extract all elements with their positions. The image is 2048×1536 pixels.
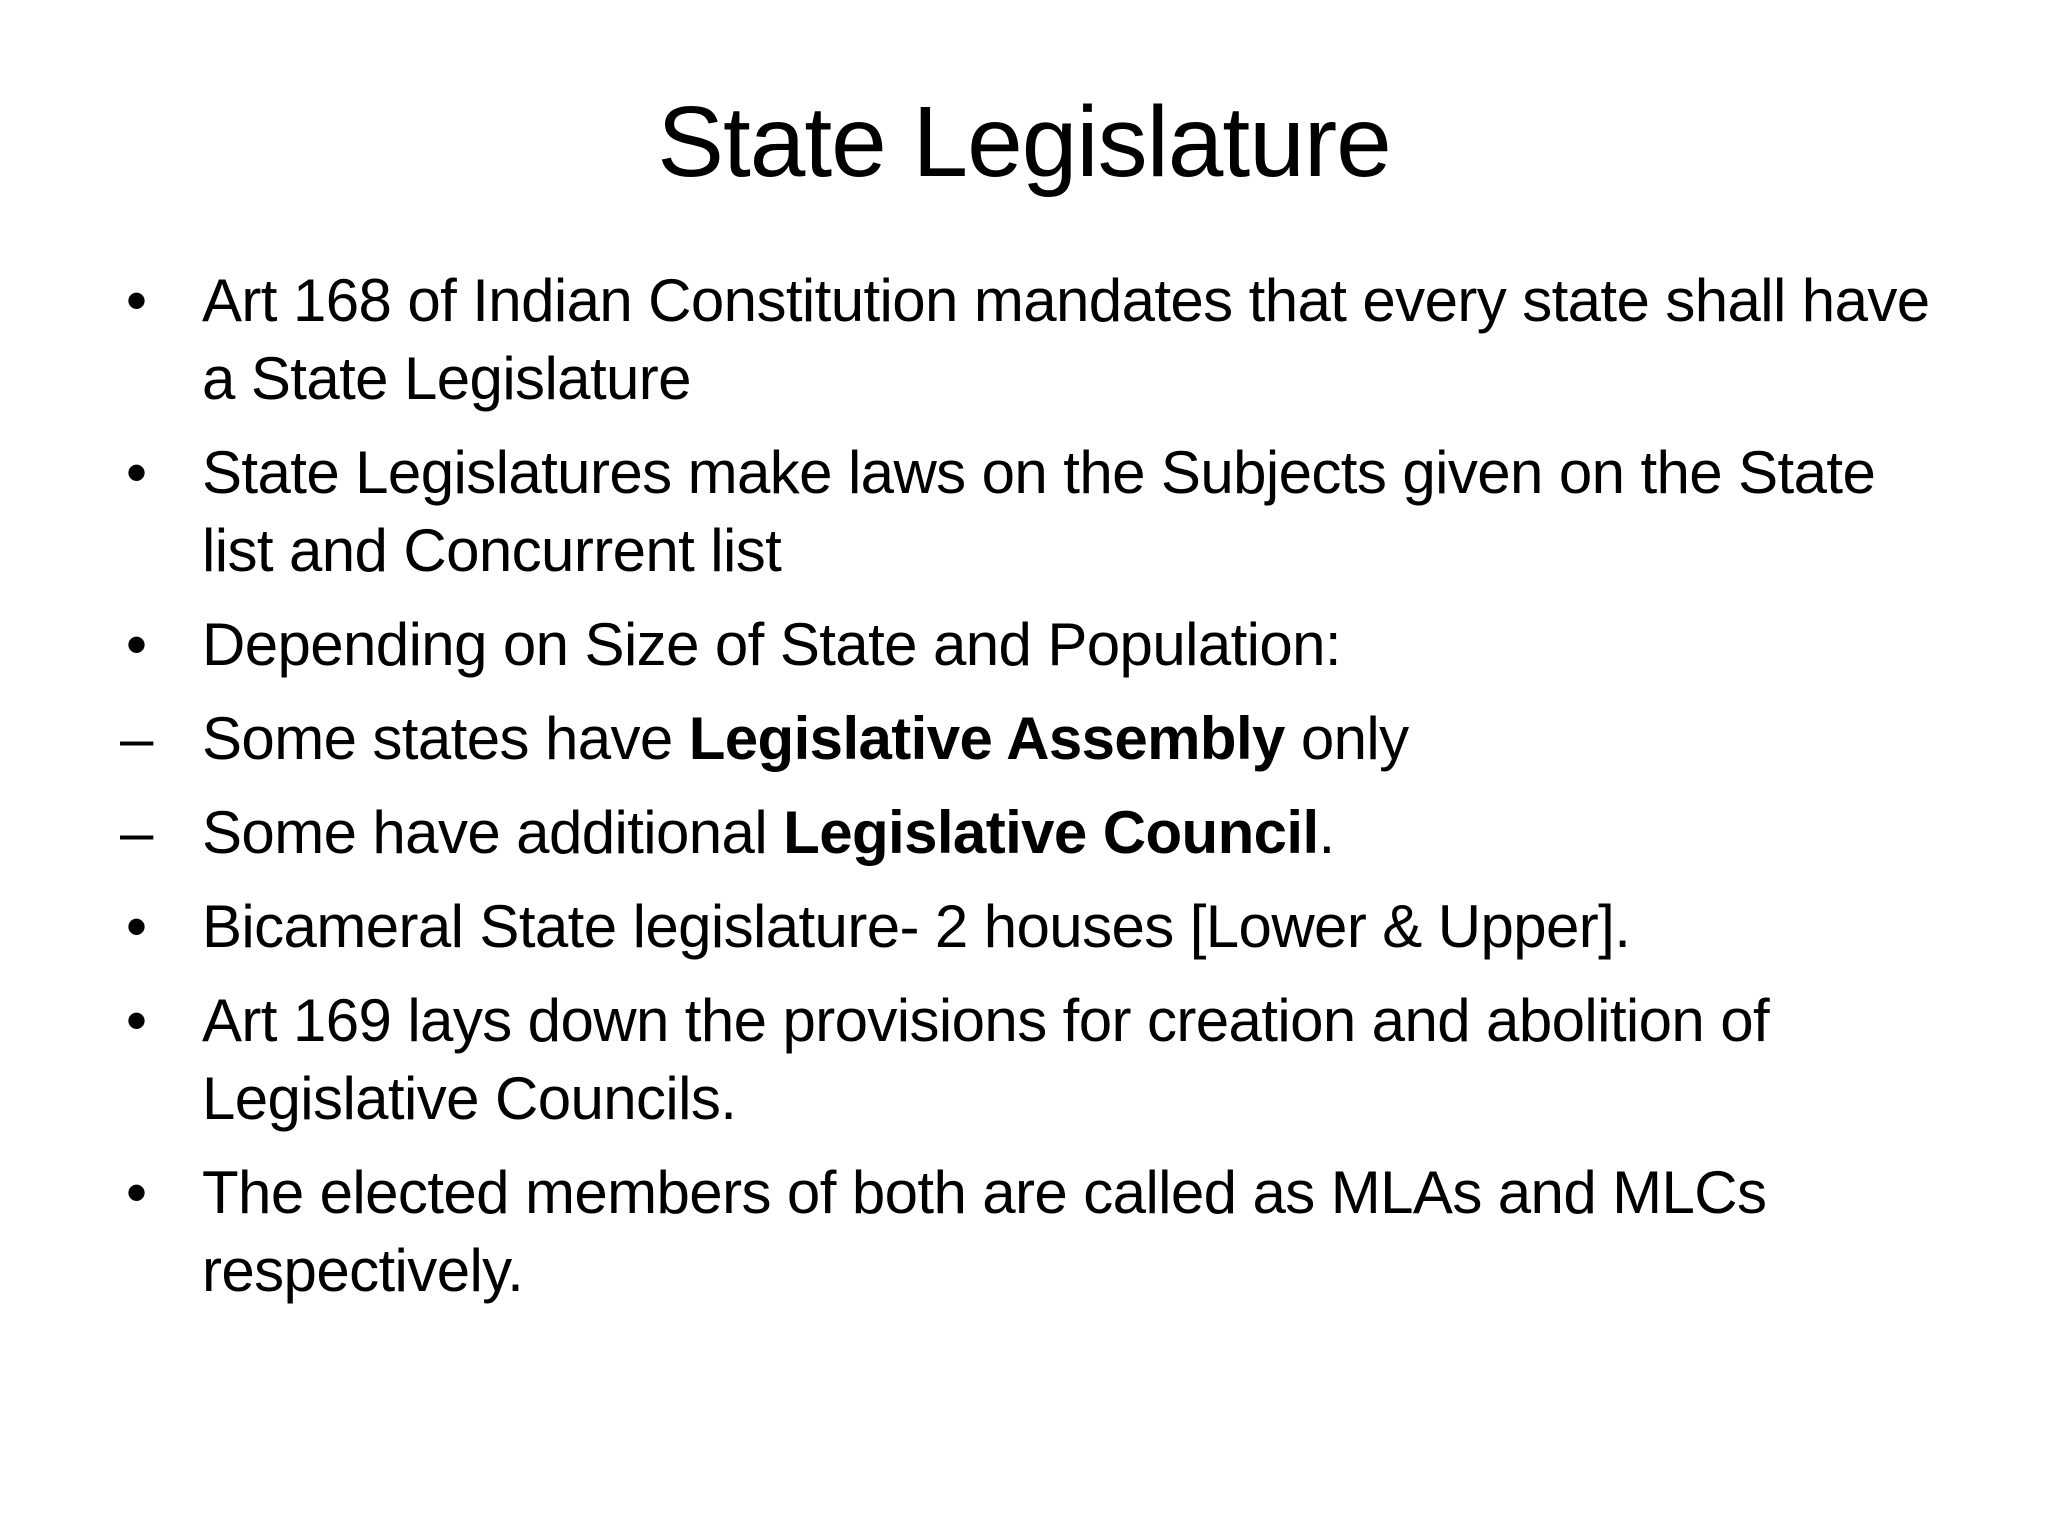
bullet-marker: • (126, 987, 147, 1054)
bullet-item (120, 1154, 1950, 1310)
bullet-marker: • (126, 439, 147, 506)
dash-marker: – (120, 799, 153, 866)
bullet-marker: • (126, 611, 147, 678)
dash-marker: – (120, 705, 153, 772)
bullet-text: Art 168 of Indian Constitution mandates that every state shall have a State Legislature (202, 267, 1930, 412)
bullet-item (120, 888, 1950, 966)
emphasis-text: Legislative Assembly (688, 705, 1285, 772)
dash-item (120, 700, 1950, 778)
bullet-text: The elected members of both are called as MLAs and MLCs respectively. (202, 1159, 1767, 1304)
bullet-marker: • (126, 893, 147, 960)
bullet-marker: • (126, 1159, 147, 1226)
slide-body (120, 262, 1950, 1326)
bullet-text: Bicameral State legislature- 2 houses [Lower & Upper]. (202, 893, 1631, 960)
bullet-item (120, 606, 1950, 684)
bullet-text: Depending on Size of State and Population: (202, 611, 1341, 678)
bullet-item (120, 982, 1950, 1138)
slide-title: State Legislature (657, 86, 1391, 198)
dash-text-prefix: Some have additional (202, 799, 784, 866)
bullet-item (120, 262, 1950, 418)
emphasis-text: Legislative Council (783, 799, 1319, 866)
bullet-item (120, 434, 1950, 590)
dash-text-suffix: . (1318, 799, 1335, 866)
dash-text-suffix: only (1284, 705, 1409, 772)
bullet-text: Art 169 lays down the provisions for creation and abolition of Legislative Councils. (202, 987, 1770, 1132)
dash-text-prefix: Some states have (202, 705, 689, 772)
dash-item (120, 794, 1950, 872)
bullet-marker: • (126, 267, 147, 334)
bullet-text: State Legislatures make laws on the Subjects given on the State list and Concurrent list (202, 439, 1876, 584)
